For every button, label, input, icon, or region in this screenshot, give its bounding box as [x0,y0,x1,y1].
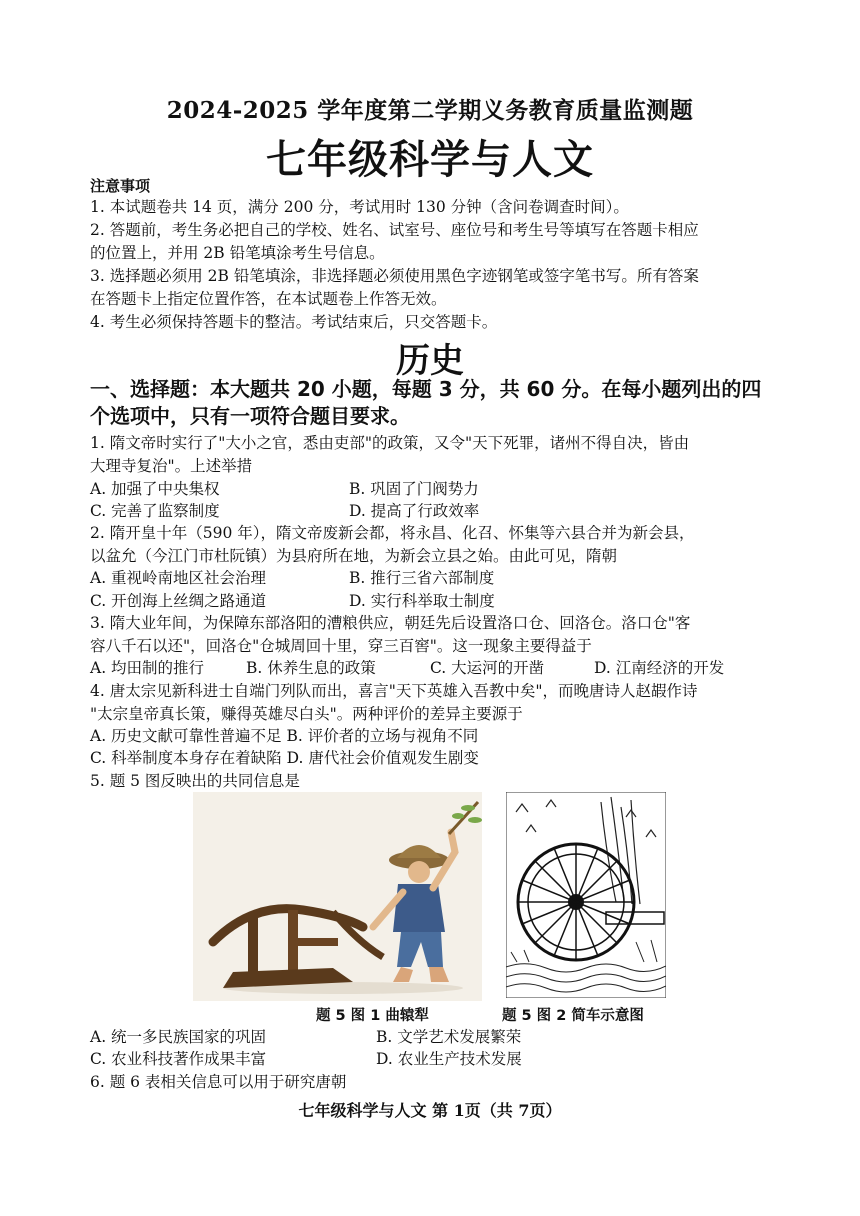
question-stem: 3. 隋大业年间，为保障东部洛阳的漕粮供应，朝廷先后设置洛口仓、回洛仓。洛口仓"客 [90,614,691,632]
option: B. 推行三省六部制度 [349,569,495,587]
curved-plow-figure [193,792,482,1001]
option: C. 完善了监察制度 [90,502,220,520]
option: D. 农业生产技术发展 [376,1050,522,1068]
question-stem: 2. 隋开皇十年（590 年），隋文帝废新会都，将永昌、化召、怀集等六县合并为新会县， [90,524,695,542]
figure-caption: 题 5 图 1 曲辕犁 [316,1008,429,1024]
water-wheel-illustration [506,792,666,998]
curved-plow-illustration [193,792,482,1001]
option: C. 科举制度本身存在着缺陷 D. 唐代社会价值观发生剧变 [90,749,479,767]
exam-main-title: 七年级科学与人文 [266,136,594,183]
option: D. 提高了行政效率 [349,502,480,520]
question-stem: 以盆允（今江门市杜阮镇）为县府所在地，为新会立县之始。由此可见，隋朝 [90,547,618,565]
option: B. 休养生息的政策 [246,659,376,677]
option: C. 开创海上丝绸之路通道 [90,592,267,610]
option: B. 巩固了门阀势力 [349,480,479,498]
option: B. 文学艺术发展繁荣 [376,1028,522,1046]
question-stem: 5. 题 5 图反映出的共同信息是 [90,772,300,790]
question-stem: 4. 唐太宗见新科进士自端门列队而出，喜言"天下英雄入吾教中矣"，而晚唐诗人赵嘏作诗 [90,682,698,700]
part-title: 一、选择题：本大题共 20 小题，每题 3 分，共 60 分。在每小题列出的四个选项中，只有一项符合题目要求。 [90,377,762,428]
notice-line: 在答题卡上指定位置作答，在本试题卷上作答无效。 [90,290,447,308]
option: C. 大运河的开凿 [430,659,545,677]
option: A. 均田制的推行 [90,659,205,677]
exam-year-title: 2024-2025 学年度第二学期义务教育质量监测题 [166,97,694,124]
option: A. 重视岭南地区社会治理 [90,569,267,587]
option: A. 历史文献可靠性普遍不足 B. 评价者的立场与视角不同 [90,727,479,745]
section-title: 历史 [396,341,464,381]
notice-line: 3. 选择题必须用 2B 铅笔填涂，非选择题必须使用黑色字迹钢笔或签字笔书写。所有答案 [90,267,699,285]
question-stem: 1. 隋文帝时实行了"大小之官，悉由吏部"的政策，又令"天下死罪，诸州不得自决，皆由 [90,434,690,452]
option: D. 实行科举取士制度 [349,592,495,610]
question-stem: 大理寺复治"。上述举措 [90,457,253,475]
figure-caption: 题 5 图 2 简车示意图 [502,1008,644,1024]
water-wheel-figure [506,792,666,998]
question-stem: 容八千石以还"，回洛仓"仓城周回十里，穿三百窖"。这一现象主要得益于 [90,637,592,655]
notice-line: 2. 答题前，考生务必把自己的学校、姓名、试室号、座位号和考生号等填写在答题卡相应 [90,221,699,239]
option: C. 农业科技著作成果丰富 [90,1050,267,1068]
notice-line: 1. 本试题卷共 14 页，满分 200 分，考试用时 130 分钟（含问卷调查时间）。 [90,198,629,216]
option: D. 江南经济的开发 [594,659,725,677]
question-stem: "太宗皇帝真长策，赚得英雄尽白头"。两种评价的差异主要源于 [90,705,523,723]
option: A. 加强了中央集权 [90,480,220,498]
notice-title: 注意事项 [90,177,151,195]
page-footer: 七年级科学与人文 第 1页（共 7页） [298,1101,562,1120]
notice-line: 4. 考生必须保持答题卡的整洁。考试结束后，只交答题卡。 [90,313,498,331]
notice-line: 的位置上，并用 2B 铅笔填涂考生号信息。 [90,244,385,262]
option: A. 统一多民族国家的巩固 [90,1028,267,1046]
question-stem: 6. 题 6 表相关信息可以用于研究唐朝 [90,1073,347,1091]
